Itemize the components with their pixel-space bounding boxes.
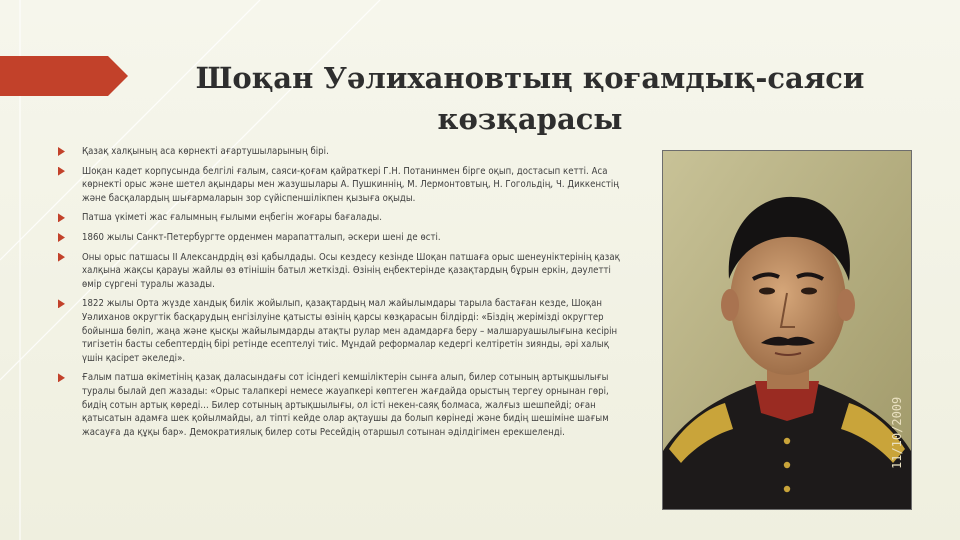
bullet-text: Патша үкіметі жас ғалымның ғылыми еңбегін жоғары бағалады.	[82, 212, 382, 224]
portrait-photo	[662, 150, 912, 510]
portrait-illustration	[663, 151, 911, 509]
triangle-bullet-icon	[58, 373, 65, 382]
slide-title: Шоқан Уәлихановтың қоғамдық-саяси көзқарасы	[195, 61, 865, 136]
photo-date-stamp: 11/10/2009	[890, 396, 904, 469]
bullet-text: Қазақ халқының аса көрнекті ағартушыларының бірі.	[82, 146, 329, 157]
triangle-bullet-icon	[58, 213, 65, 222]
triangle-bullet-icon	[58, 299, 65, 308]
red-arrow-tab	[0, 56, 128, 96]
bullet-text: 1822 жылы Орта жүзде хандық билік жойылып, қазақтардың мал жайылымдары тарыла бастаған кезде, Шоқан Уәлиханов округтік басқарудың енгізілуіне қатысты өзінің қарсы көзқарасын білдірді: «Біздің жерімізді округтер бойынша бөліп, жаңа және қысқы жайылымдарды атақты рулар мен адамдарға беру – малшаруашылығына кесірін тигізетін басты себептердің бірі ретінде есептелуі тиіс. Мұндай реформалар кедергі келтіретін зиянды, әрі халық үшін қасірет әкеледі».	[82, 298, 618, 364]
bullet-item	[58, 165, 626, 206]
bullet-text: 1860 жылы Санкт-Петербургте орденмен марапатталып, әскери шені де өсті.	[82, 231, 441, 243]
triangle-bullet-icon	[58, 253, 65, 262]
bullet-item	[58, 231, 626, 245]
bullet-list	[58, 145, 626, 445]
bullet-item	[58, 371, 626, 439]
triangle-bullet-icon	[58, 147, 65, 156]
bullet-item	[58, 211, 626, 225]
triangle-bullet-icon	[58, 233, 65, 242]
bullet-item	[58, 297, 626, 365]
bullet-text: Оны орыс патшасы II Александрдің өзі қабылдады. Осы кездесу кезінде Шоқан патшаға орыс шенеуніктерінің қазақ халқына жақсы қарауы жайлы өз өтінішін батыл жеткізді. Өзінің еңбектерінде қазақтардың бұрын еркін, дәулетті өмір сүргені туралы жазады.	[82, 251, 620, 290]
bullet-text: Шоқан кадет корпусында белгілі ғалым, саяси-қоғам қайраткері Г.Н. Потанинмен бірге оқып, достасып кетті. Аса көрнекті орыс және шетел ақындары мен жазушылары А. Пушкиннің, М. Лермонтовтың, Н. Гогольдің, Ч. Диккенстің және басқалардың шығармаларын зор сүйіспеншілікпен қызыға оқыды.	[82, 165, 619, 204]
triangle-bullet-icon	[58, 167, 65, 176]
bullet-text: Ғалым патша өкіметінің қазақ даласындағы сот ісіндегі кемшіліктерін сынға алып, билер сотының артықшылығы туралы былай деп жазады: «Орыс талапкері немесе жауапкері көптеген жағдайда орыстың тергеу орнынан гөрі, бидің сотын артық көреді… Билер сотының артықшылығы, ол істі некен-саяқ болмаса, жалғыз шешпейді; оған қатысатын адамға шек қойылмайды, ал тіпті кейде олар ақтаушы да болып көрінеді және бидің шешіміне шағым жасауға да құқы бар». Демократиялық билер соты Ресейдің отаршыл сотынан әділдігімен ерекшеленді.	[82, 372, 609, 438]
bullet-item	[58, 145, 626, 159]
bullet-item	[58, 251, 626, 292]
